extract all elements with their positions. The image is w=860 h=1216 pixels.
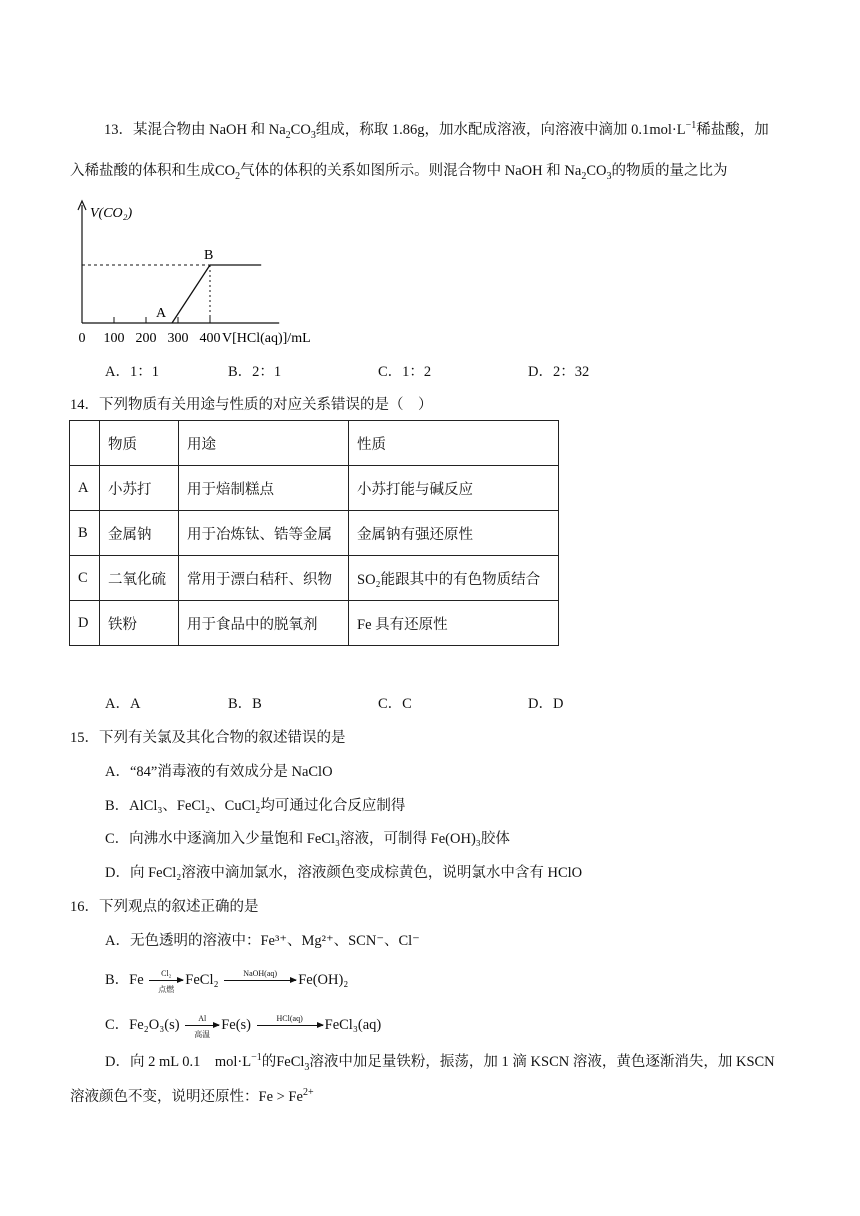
q14-option-d[interactable]: D．D — [528, 696, 564, 712]
reaction-arrow: NaOH(aq) — [224, 980, 296, 981]
q14-option-a[interactable]: A．A — [105, 696, 141, 712]
table-cell: 性质 — [349, 421, 559, 466]
table-cell: 金属钠有强还原性 — [349, 511, 559, 556]
table-cell — [70, 421, 100, 466]
point-label-a: A — [156, 306, 167, 321]
q14-option-c[interactable]: C．C — [378, 696, 412, 712]
table-cell: 用途 — [179, 421, 349, 466]
q15-title: 15．下列有关氯及其化合物的叙述错误的是 — [70, 730, 346, 746]
table-cell: 金属钠 — [100, 511, 179, 556]
q15-option-a[interactable]: A．“84”消毒液的有效成分是 NaClO — [105, 764, 333, 780]
reaction-arrow: Al 高温 — [185, 1025, 219, 1026]
q13-option-d[interactable]: D．2：32 — [528, 364, 590, 380]
q16-option-d-line2: 溶液颜色不变，说明还原性：$Fe > Fe^{2+}$ — [70, 1087, 314, 1105]
series-line-rise — [172, 265, 210, 323]
table-cell: 小苏打能与碱反应 — [349, 466, 559, 511]
table-cell: 二氧化硫 — [100, 556, 179, 601]
table-cell: 用于焙制糕点 — [179, 466, 349, 511]
q16-option-c[interactable]: C．Fe₂O₃(s) Al 高温 Fe(s) HCl(aq) FeCl₃(aq) — [105, 1014, 382, 1040]
x-tick-label: 300 — [167, 331, 189, 346]
x-axis-label: V[HCl(aq)]/mL — [222, 331, 311, 346]
q15-option-b[interactable]: B．AlCl₃、FeCl₂、CuCl₂均可通过化合反应制得 — [105, 798, 406, 814]
q15-option-c[interactable]: C．向沸水中逐滴加入少量饱和 FeCl₃溶液，可制得 Fe(OH)₃胶体 — [105, 831, 510, 847]
table-row — [70, 511, 559, 556]
q13-line1: 13．某混合物由 NaOH 和 $Na_2CO_3$组成，称取 1.86g，加水配成溶液，向溶液中滴加 $0.1mol\cdot L^{-1}$稀盐酸，加 — [104, 120, 769, 141]
table-row — [70, 601, 559, 646]
table-header-row — [70, 421, 559, 466]
q16-option-a[interactable]: A．无色透明的溶液中：Fe³⁺、Mg²⁺、SCN⁻、Cl⁻ — [105, 933, 420, 949]
q13-option-c[interactable]: C．1：2 — [378, 364, 432, 380]
table-cell: 常用于漂白秸秆、织物 — [179, 556, 349, 601]
q13-line2: 入稀盐酸的体积和生成$CO_2$气体的体积的关系如图所示。则混合物中 NaOH 和 $Na_2CO_3$的物质的量之比为 — [70, 163, 728, 182]
q13-option-a[interactable]: A．1：1 — [105, 364, 159, 380]
x-tick-label: 200 — [135, 331, 157, 346]
table-cell: SO₂能跟其中的有色物质结合 — [349, 556, 559, 601]
q13-option-b[interactable]: B．2：1 — [228, 364, 282, 380]
q16-option-b[interactable]: B．Fe Cl₂ 点燃 FeCl₂ NaOH(aq) Fe(OH)₂ — [105, 969, 349, 995]
table-cell: D — [70, 601, 100, 646]
table-row — [70, 556, 559, 601]
x-tick-label: 400 — [199, 331, 221, 346]
q16-option-d[interactable]: D．向 2 mL 0.1 $mol\cdot L^{-1}$的FeCl$_3$溶液中加足量铁粉，振荡，加 1 滴 KSCN 溶液，黄色逐渐消失，加 KSCN — [105, 1052, 775, 1073]
y-axis-label: V(CO₂) — [90, 206, 133, 221]
table-row — [70, 466, 559, 511]
reaction-arrow: Cl₂ 点燃 — [149, 980, 183, 981]
reaction-arrow: HCl(aq) — [257, 1025, 323, 1026]
q15-option-d[interactable]: D．向 FeCl₂溶液中滴加氯水，溶液颜色变成棕黄色，说明氯水中含有 HClO — [105, 865, 583, 881]
table-cell: A — [70, 466, 100, 511]
co2-volume-chart — [60, 195, 360, 350]
table-cell: 小苏打 — [100, 466, 179, 511]
table-cell: C — [70, 556, 100, 601]
x-tick-label: 0 — [78, 331, 86, 346]
table-cell: 物质 — [100, 421, 179, 466]
table-cell: 用于食品中的脱氧剂 — [179, 601, 349, 646]
q14-option-b[interactable]: B．B — [228, 696, 262, 712]
x-tick-label: 100 — [103, 331, 125, 346]
q14-title: 14．下列物质有关用途与性质的对应关系错误的是（ ） — [70, 397, 433, 413]
table-cell: 用于冶炼钛、锆等金属 — [179, 511, 349, 556]
point-label-b: B — [204, 248, 214, 263]
table-cell: Fe 具有还原性 — [349, 601, 559, 646]
table-cell: 铁粉 — [100, 601, 179, 646]
table-cell: B — [70, 511, 100, 556]
q14-table — [69, 420, 559, 646]
q16-title: 16．下列观点的叙述正确的是 — [70, 899, 259, 915]
